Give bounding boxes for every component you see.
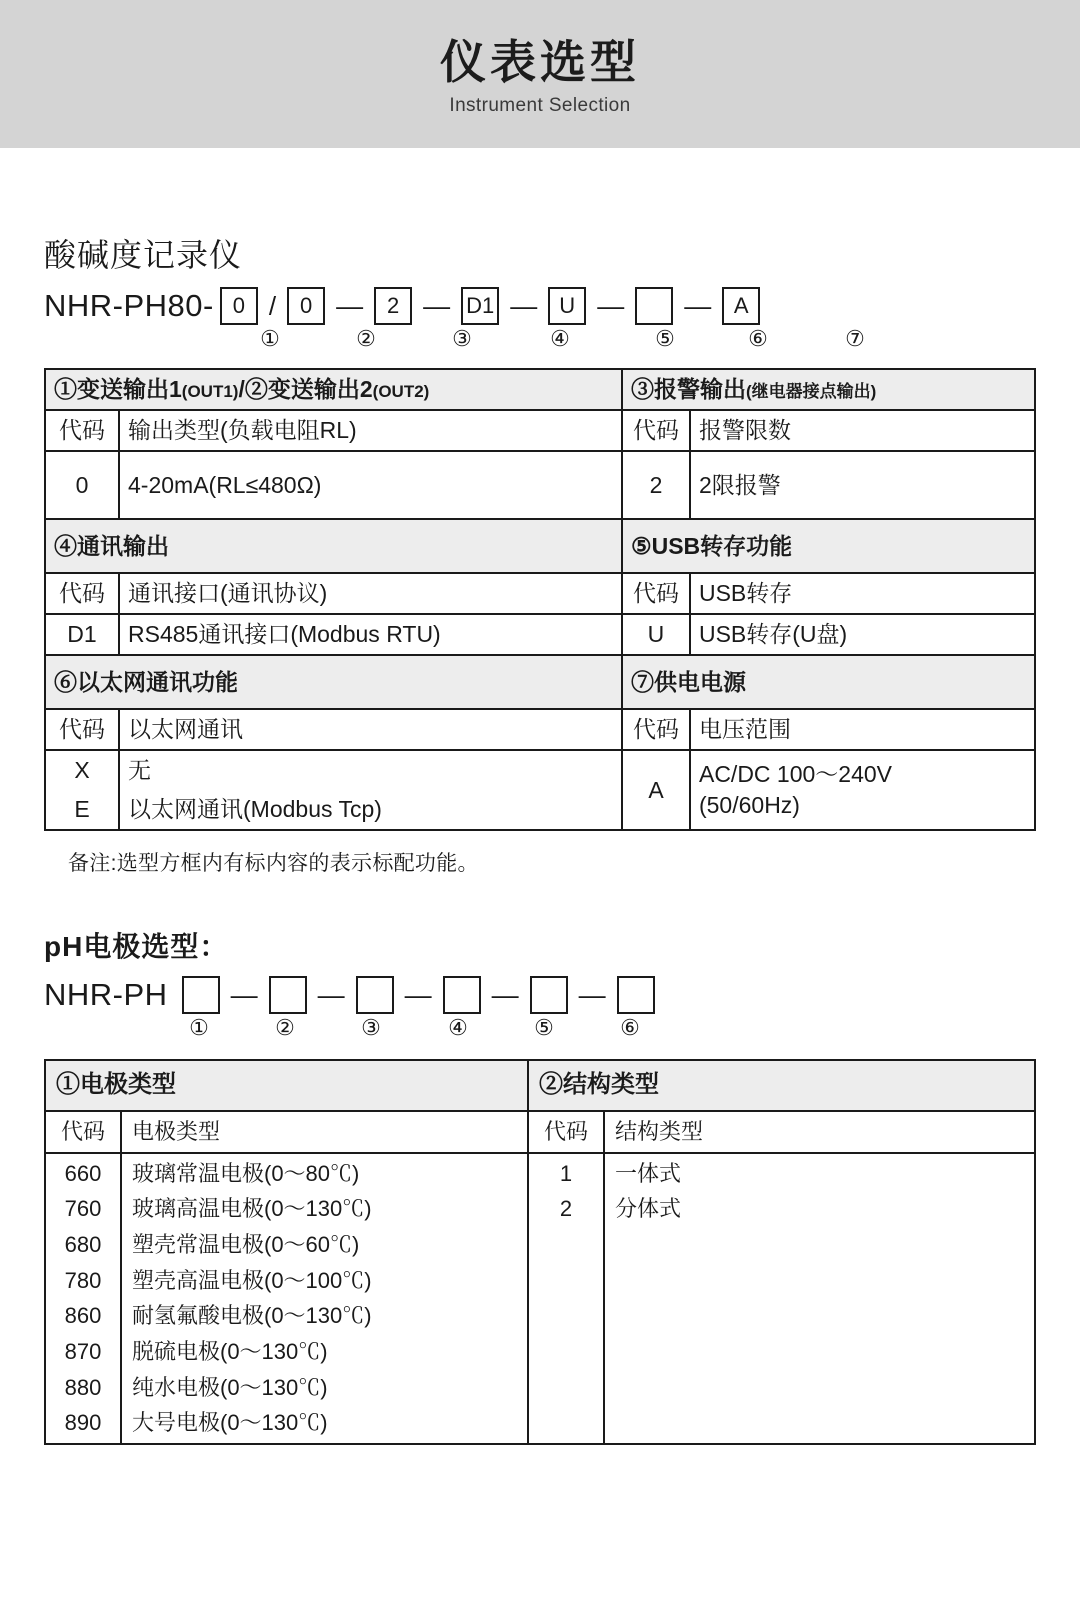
page-subtitle: Instrument Selection — [449, 95, 631, 117]
list-item: 870 — [64, 1338, 102, 1364]
cell-comm-value: RS485通讯接口(Modbus RTU) — [119, 614, 622, 655]
col-header-alarm-limits: 报警限数 — [690, 410, 1035, 451]
table-row — [45, 1060, 1035, 1111]
electrode-code-box-4[interactable] — [443, 976, 481, 1014]
power-value-line-2: (50/60Hz) — [698, 792, 800, 819]
electrode-separator-1: — — [230, 979, 258, 1010]
list-item: 脱硫电极(0～130℃) — [132, 1338, 328, 1364]
spec-header-alarm-output: ③报警输出(继电器接点输出) — [622, 369, 1035, 410]
col-header-code-1: 代码 — [45, 410, 119, 451]
code-box-6[interactable] — [635, 287, 673, 325]
code-box-4[interactable]: D1 — [461, 287, 499, 325]
instrument-section-title: 酸碱度记录仪 — [44, 237, 243, 273]
cell-code-out-0: 0 — [45, 451, 119, 519]
list-item: 2 — [559, 1196, 573, 1222]
electrode-spec-table — [44, 1059, 1036, 1445]
power-value-line-1: AC/DC 100～240V — [698, 761, 893, 788]
electrode-separator-4: — — [491, 979, 519, 1010]
index-marker-1: ① — [260, 326, 280, 351]
table-row — [45, 1111, 1035, 1153]
code-box-2[interactable]: 0 — [287, 287, 325, 325]
table-row — [45, 410, 1035, 451]
list-item: 玻璃常温电极(0～80℃) — [132, 1160, 360, 1186]
electrode-code-items — [56, 1156, 110, 1441]
cell-code-comm-d1: D1 — [45, 614, 119, 655]
col-header-voltage-range: 电压范围 — [690, 709, 1035, 750]
index-marker-4: ④ — [550, 326, 570, 351]
electrode-code-box-2[interactable] — [269, 976, 307, 1014]
list-item: 780 — [64, 1267, 102, 1293]
index-marker-6: ⑥ — [748, 326, 768, 351]
cell-code-alarm-2: 2 — [622, 451, 690, 519]
cell-eth-value-modbus-tcp: 以太网通讯(Modbus Tcp) — [119, 790, 622, 830]
index-marker-5: ⑤ — [655, 326, 675, 351]
col-header-output-type: 输出类型(负载电阻RL) — [119, 410, 622, 451]
col-header-usb-transfer: USB转存 — [690, 573, 1035, 614]
electrode-index-marker-2: ② — [275, 1015, 295, 1041]
list-item: 880 — [64, 1374, 102, 1400]
list-item: 纯水电极(0～130℃) — [132, 1374, 328, 1400]
spec-header-comm-output: ④通讯输出 — [45, 519, 622, 573]
electrode-index-marker-6: ⑥ — [620, 1015, 640, 1041]
separator-dash-4: — — [597, 290, 625, 321]
electrode-index-row — [44, 1017, 1036, 1051]
instrument-model-code-line — [44, 284, 1036, 328]
electrode-model-prefix: NHR-PH — [44, 977, 168, 1013]
separator-dash-3: — — [510, 290, 538, 321]
list-item: 塑壳高温电极(0～100℃) — [132, 1267, 372, 1293]
instrument-spec-table — [44, 368, 1036, 831]
spec-header-out1-out2: ①变送输出1(OUT1)/②变送输出2(OUT2) — [45, 369, 622, 410]
electrode-separator-3: — — [404, 979, 432, 1010]
table-row — [45, 655, 1035, 709]
electrode-index-marker-1: ① — [189, 1015, 209, 1041]
list-item: 一体式 — [615, 1160, 682, 1186]
index-marker-2: ② — [356, 326, 376, 351]
spec-remark: 备注:选型方框内有标内容的表示标配功能。 — [68, 852, 479, 876]
table-row — [45, 1153, 1035, 1444]
index-marker-3: ③ — [452, 326, 472, 351]
electrode-index-marker-5: ⑤ — [534, 1015, 554, 1041]
electrode-index-marker-3: ③ — [361, 1015, 381, 1041]
code-box-3[interactable]: 2 — [374, 287, 412, 325]
cell-code-usb-u: U — [622, 614, 690, 655]
list-item: 660 — [64, 1160, 102, 1186]
structure-type-items — [615, 1156, 1024, 1227]
spec-header-power-supply: ⑦供电电源 — [622, 655, 1035, 709]
structure-type-list — [604, 1153, 1035, 1444]
col-header-code-5: 代码 — [45, 709, 119, 750]
cell-power-value — [690, 750, 1035, 830]
col-header-code-6: 代码 — [622, 709, 690, 750]
electrode-index-marker-4: ④ — [448, 1015, 468, 1041]
list-item: 1 — [559, 1160, 573, 1186]
electrode-section-title: pH电极选型： — [44, 931, 229, 963]
cell-code-power-a: A — [622, 750, 690, 830]
list-item: 耐氢氟酸电极(0～130℃) — [132, 1303, 372, 1329]
cell-code-eth-e: E — [45, 790, 119, 830]
electrode-code-box-6[interactable] — [617, 976, 655, 1014]
page-title: 仪表选型 — [440, 35, 640, 88]
electrode-code-box-1[interactable] — [182, 976, 220, 1014]
list-item: 890 — [64, 1410, 102, 1436]
list-item: 分体式 — [615, 1196, 682, 1222]
col-header-code-4: 代码 — [622, 573, 690, 614]
electrode-col-header-code-1: 代码 — [45, 1111, 121, 1153]
electrode-separator-2: — — [317, 979, 345, 1010]
electrode-separator-5: — — [578, 979, 606, 1010]
spec-header-ethernet-function: ⑥以太网通讯功能 — [45, 655, 622, 709]
electrode-code-box-3[interactable] — [356, 976, 394, 1014]
col-header-code-2: 代码 — [622, 410, 690, 451]
separator-dash-2: — — [423, 290, 451, 321]
list-item: 玻璃高温电极(0～130℃) — [132, 1196, 372, 1222]
table-row — [45, 709, 1035, 750]
electrode-type-list — [121, 1153, 528, 1444]
cell-eth-value-none: 无 — [119, 750, 622, 790]
list-item: 680 — [64, 1232, 102, 1258]
model-prefix: NHR-PH80- — [44, 288, 214, 323]
cell-output-type-value: 4-20mA(RL≤480Ω) — [119, 451, 622, 519]
table-row — [45, 451, 1035, 519]
electrode-header-type: ①电极类型 — [45, 1060, 528, 1111]
page-body — [0, 230, 1080, 1445]
list-item: 塑壳常温电极(0～60℃) — [132, 1232, 360, 1258]
col-header-comm-interface: 通讯接口(通讯协议) — [119, 573, 622, 614]
electrode-col-header-code-2: 代码 — [528, 1111, 604, 1153]
table-row — [45, 614, 1035, 655]
table-row — [45, 519, 1035, 573]
table-row — [45, 369, 1035, 410]
separator-dash-5: — — [684, 290, 712, 321]
electrode-header-structure: ②结构类型 — [528, 1060, 1035, 1111]
table-row — [45, 573, 1035, 614]
cell-code-eth-x: X — [45, 750, 119, 790]
index-marker-7: ⑦ — [845, 326, 865, 351]
cell-alarm-value: 2限报警 — [690, 451, 1035, 519]
code-box-7[interactable]: A — [722, 287, 760, 325]
list-item: 大号电极(0～130℃) — [132, 1410, 328, 1436]
electrode-model-code-line — [44, 973, 1036, 1017]
electrode-type-items — [132, 1156, 517, 1441]
col-header-code-3: 代码 — [45, 573, 119, 614]
electrode-col-header-structure: 结构类型 — [604, 1111, 1035, 1153]
table-row — [45, 750, 1035, 790]
separator-slash: / — [268, 290, 277, 321]
list-item: 760 — [64, 1196, 102, 1222]
electrode-code-list — [45, 1153, 121, 1444]
col-header-ethernet: 以太网通讯 — [119, 709, 622, 750]
separator-dash-1: — — [336, 290, 364, 321]
code-box-5[interactable]: U — [548, 287, 586, 325]
structure-code-items — [539, 1156, 593, 1227]
electrode-col-header-type: 电极类型 — [121, 1111, 528, 1153]
cell-usb-value: USB转存(U盘) — [690, 614, 1035, 655]
electrode-code-box-5[interactable] — [530, 976, 568, 1014]
spec-header-usb-function: ⑤USB转存功能 — [622, 519, 1035, 573]
structure-code-list — [528, 1153, 604, 1444]
page-banner — [0, 0, 1080, 148]
instrument-index-row — [44, 328, 1036, 362]
list-item: 860 — [64, 1303, 102, 1329]
code-box-1[interactable]: 0 — [220, 287, 258, 325]
